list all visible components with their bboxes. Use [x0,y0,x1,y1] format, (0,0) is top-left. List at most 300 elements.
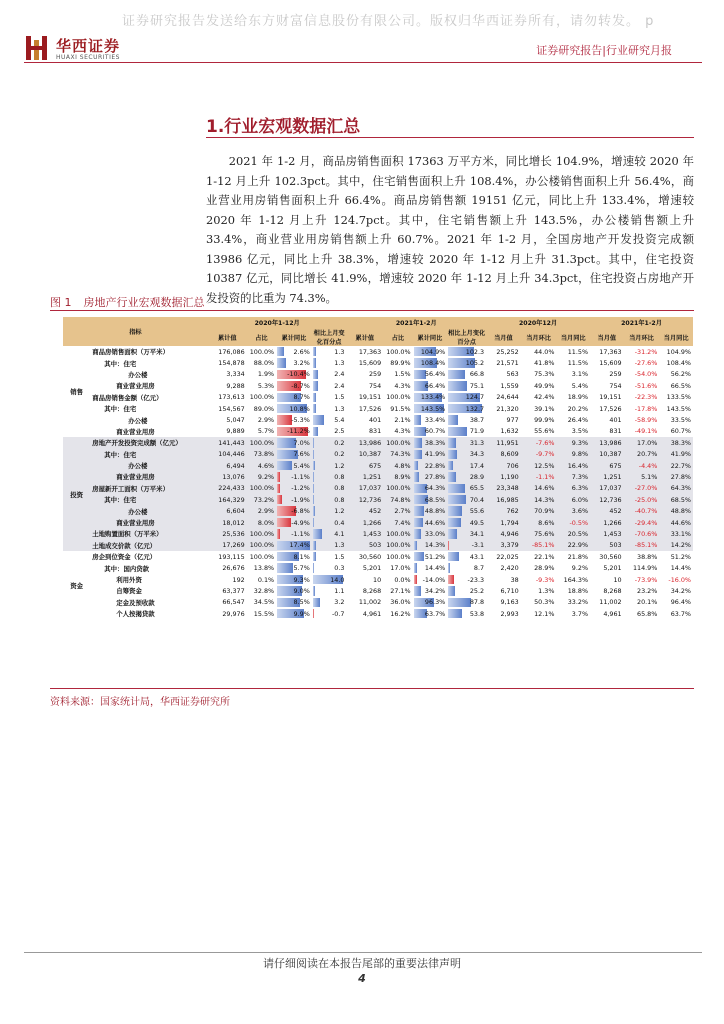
cell-value: 0.4 [334,518,345,527]
cell-value: 1.5% [394,370,411,379]
cell-value: 4.1 [334,529,345,538]
cell-value: 675 [346,460,383,471]
column-header: 当月环比 [624,328,660,346]
cell-value: 74.3% [383,449,412,460]
positive-data-bar [313,461,316,470]
bar-cell [447,494,486,505]
cell-value: 5.4 [334,416,345,425]
positive-data-bar [414,472,420,481]
negative-data-bar [277,518,290,527]
cell-value: 124.7 [465,393,485,402]
cell-value: -27.6% [634,359,658,368]
cell-value: 3.2 [334,598,345,607]
cell-value: 22,025 [496,552,519,561]
column-header: 相比上月变化百分点 [448,330,486,346]
bar-cell [447,562,486,573]
positive-data-bar [414,563,417,572]
cell-value: 11,951 [486,437,521,448]
cell-value: 5,201 [603,564,622,573]
positive-data-bar [448,518,461,527]
negative-data-bar [277,529,280,538]
cell-value: 1,251 [590,471,624,482]
cell-value: 66.5% [670,381,691,390]
cell-value: 0.2 [334,438,345,447]
figure-title [50,294,205,310]
cell-value: 73.8% [247,449,276,460]
bar-cell [276,551,312,562]
bar-cell [276,562,312,573]
cell-value: 100.0% [383,540,412,551]
cell-value: 44.6% [424,518,446,527]
cell-value: -3.1 [471,541,485,550]
column-header: 累计值 [208,328,247,346]
cell-value: 75.3% [534,370,555,379]
cell-value: 21,571 [496,359,519,368]
cell-value: 12,736 [346,494,383,505]
column-header: 当月同比 [556,328,590,346]
positive-data-bar [448,529,457,538]
cell-value: 503 [590,540,624,551]
column-header: 占比 [247,328,276,346]
cell-value: 104.9% [420,347,446,356]
cell-value: 100.0% [247,528,276,539]
bar-cell [312,403,347,414]
cell-value: 164.3% [563,575,589,584]
section-divider [206,137,694,138]
cell-value: 100.0% [386,552,411,561]
positive-data-bar [448,450,457,459]
cell-value: 1,266 [590,517,624,528]
positive-data-bar [448,381,467,390]
indicator-name: 商品房销售金额（亿元） [92,393,163,402]
negative-data-bar [277,484,280,493]
cell-value: 3.5% [571,427,589,436]
cell-value: 42.4% [534,393,555,402]
bar-cell [312,414,347,425]
cell-value: 30,560 [599,552,622,561]
cell-value: 2.4 [334,370,345,379]
cell-value: -54.0% [634,370,658,379]
cell-value: 2,420 [500,564,519,573]
cell-value: 26,676 [222,564,245,573]
cell-value: 60.7% [424,427,446,436]
header-divider [24,62,702,63]
positive-data-bar [414,586,421,595]
page-number: 4 [358,972,366,985]
cell-value: 100.0% [383,483,412,494]
bar-cell [312,369,347,380]
column-header: 累计同比 [276,328,312,346]
cell-value: 51.2% [670,552,691,561]
table-row [63,574,693,585]
positive-data-bar [414,518,423,527]
cell-value: 34.5% [253,598,275,607]
source-divider [50,688,694,689]
bar-cell [276,449,312,460]
cell-value: 0.0% [394,575,411,584]
cell-value: 1.5 [334,552,345,561]
bar-cell [413,437,448,448]
cell-value: 9.3% [293,575,310,584]
bar-cell [413,494,448,505]
cell-value: 9.2% [571,564,589,573]
cell-value: 27.8% [659,471,693,482]
table-row [63,551,693,562]
cell-value: 25,252 [496,347,519,356]
table-row [63,528,693,539]
indicator-name: 办公楼 [128,416,148,425]
cell-value: 104,446 [208,449,247,460]
bar-cell [413,346,448,357]
cell-value: 133.5% [666,393,691,402]
cell-value: 8.9% [383,471,412,482]
cell-value: -6.8% [291,507,310,516]
cell-value: 33.0% [424,529,446,538]
cell-value: 2.7% [383,505,412,516]
cell-value: 6.0% [556,494,590,505]
cell-value: -0.7 [331,609,345,618]
positive-data-bar [313,586,315,595]
cell-value: 14.6% [521,483,557,494]
cell-value: 0.8 [334,495,345,504]
bar-cell [447,437,486,448]
cell-value: 41.9% [659,449,693,460]
cell-value: 4,946 [486,528,521,539]
positive-data-bar [448,438,456,447]
positive-data-bar [414,552,425,561]
cell-value: 11,002 [358,598,382,607]
cell-value: -1.1% [521,471,557,482]
table-row [63,357,693,368]
source-note: 资料来源：国家统计局，华西证券研究所 [50,697,230,708]
cell-value: 63.7% [670,609,691,618]
table-row [63,483,693,494]
cell-value: 31.3 [469,438,485,447]
bar-cell [312,562,347,573]
cell-value: 70.4 [469,495,485,504]
bar-cell [312,392,347,403]
cell-value: 154,567 [218,404,245,413]
cell-value: 75.6% [521,528,557,539]
cell-value: 1,266 [346,517,383,528]
bar-cell [413,562,448,573]
cell-value: 1.3 [334,541,345,550]
bar-cell [447,597,486,608]
bar-cell [413,528,448,539]
table-row [63,346,693,357]
cell-value: 91.5% [390,404,411,413]
bar-cell [312,585,347,596]
cell-value: 17,363 [358,347,382,356]
bar-cell [413,380,448,391]
bar-cell [312,460,347,471]
cell-value: 99.9% [534,416,555,425]
table-row [63,437,693,448]
cell-value: 8.1% [293,552,310,561]
group-header-2021-ytd: 2021年1-2月 [346,317,486,328]
cell-value: 1.3 [334,359,345,368]
cell-value: 12.5% [521,460,557,471]
cell-value: 259 [609,370,622,379]
positive-data-bar [313,598,320,607]
indicator-name: 其中：住宅 [90,449,208,460]
cell-value: 1.2 [334,507,345,516]
cell-value: 25,536 [208,528,247,539]
column-header: 当月值 [486,328,521,346]
cell-value: 3.2% [293,359,310,368]
positive-data-bar [313,518,314,527]
table-row [63,540,693,551]
indicator-name: 个人按揭贷款 [116,610,155,619]
cell-value: 164,329 [208,494,247,505]
cell-value: 38.3% [424,438,446,447]
bar-cell [276,426,312,437]
cell-value: 132.7 [465,404,485,413]
cell-value: -11.2% [287,427,310,436]
cell-value: 4.6% [247,460,276,471]
bar-cell [312,528,347,539]
bar-cell [413,471,448,482]
logo-name-en: HUAXI SECURITIES [56,54,120,61]
cell-value: 10,387 [346,449,383,460]
positive-data-bar [313,563,314,572]
cell-value: 100.0% [386,347,411,356]
cell-value: 66,547 [222,598,245,607]
cell-value: 15,609 [358,359,382,368]
cell-value: -1.9% [291,495,310,504]
positive-data-bar [448,598,470,607]
cell-value: 68.5% [659,494,693,505]
cell-value: 1.2 [334,461,345,470]
bar-cell [312,426,347,437]
table-row [63,494,693,505]
positive-data-bar [313,393,316,402]
cell-value: 50.3% [534,598,555,607]
indicator-name: 商业营业用房 [90,517,208,528]
cell-value: 75.1 [469,381,485,390]
bar-cell [447,357,486,368]
cell-value: 2.4 [334,381,345,390]
cell-value: 17.4 [469,461,485,470]
cell-value: 563 [506,370,519,379]
cell-value: -9.7% [521,449,557,460]
positive-data-bar [313,529,322,538]
cell-value: 706 [486,460,521,471]
cell-value: 754 [368,381,382,390]
bar-cell [276,414,312,425]
cell-value: 19,151 [358,393,382,402]
bar-cell [276,585,312,596]
bar-cell [276,597,312,608]
cell-value: 0.1% [257,575,275,584]
cell-value: 34.3 [469,450,485,459]
cell-value: 100.0% [247,437,276,448]
cell-value: -1.1% [291,472,310,481]
cell-value: 105.2 [465,359,485,368]
bar-cell [447,585,486,596]
bar-cell [447,517,486,528]
positive-data-bar [313,370,318,379]
legal-disclaimer: 请仔细阅读在本报告尾部的重要法律声明 [263,957,461,970]
cell-value: 96.4% [670,598,691,607]
cell-value: 0.3 [334,564,345,573]
cell-value: 1.3 [334,347,345,356]
positive-data-bar [313,381,318,390]
bar-cell [413,357,448,368]
cell-value: 64.3% [659,483,693,494]
cell-value: 401 [368,416,382,425]
cell-value: 60.7% [670,427,691,436]
cell-value: 9.0% [293,586,310,595]
cell-value: 141,443 [208,437,247,448]
bar-cell [447,392,486,403]
cell-value: -58.9% [634,416,658,425]
cell-value: 5,047 [226,416,245,425]
cell-value: 33.5% [670,416,691,425]
bar-cell [447,426,486,437]
cell-value: 17,269 [208,540,247,551]
cell-value: 18.9% [567,393,589,402]
huaxi-logo-icon [24,34,50,62]
cell-value: 74.8% [383,494,412,505]
cell-value: 100.0% [249,393,275,402]
negative-data-bar [277,415,292,424]
indicator-name: 商业营业用房 [90,471,208,482]
cell-value: 8,609 [486,449,521,460]
cell-value: -31.2% [634,347,658,356]
header-indicator: 指标 [63,317,208,346]
positive-data-bar [313,358,316,367]
cell-value: 17,037 [346,483,383,494]
bar-cell [312,597,347,608]
cell-value: 19,151 [599,393,622,402]
indicator-name: 其中：住宅 [104,359,137,368]
bar-cell [312,357,347,368]
cell-value: 14.4% [670,564,691,573]
bar-cell [413,574,448,585]
cell-value: 14.3% [521,494,557,505]
cell-value: -22.3% [634,393,658,402]
cell-value: -70.6% [624,528,660,539]
cell-value: 43.1 [469,552,485,561]
cell-value: 27.1% [390,586,411,595]
cell-value: 63.7% [424,609,446,618]
cell-value: -1.1% [291,529,310,538]
column-header: 相比上月变化百分点 [313,330,345,346]
cell-value: -17.8% [634,404,658,413]
cell-value: 1,251 [346,471,383,482]
cell-value: 100.0% [383,437,412,448]
cell-value: 44.0% [534,347,555,356]
cell-value: 14.0 [330,575,345,584]
bar-cell [276,437,312,448]
positive-data-bar [313,404,316,413]
positive-data-bar [448,552,459,561]
cell-value: 143.5% [420,404,446,413]
positive-data-bar [414,529,421,538]
cell-value: 41.9% [424,450,446,459]
column-header: 累计同比 [413,328,448,346]
negative-data-bar [448,541,449,550]
cell-value: 44.6% [659,517,693,528]
table-row [63,380,693,391]
cell-value: 22.9% [556,540,590,551]
bar-cell [447,551,486,562]
cell-value: 51.2% [424,552,446,561]
bar-cell [447,574,486,585]
cell-value: 173,613 [218,393,245,402]
cell-value: 39.1% [534,404,555,413]
cell-value: 10,387 [590,449,624,460]
table-row [63,414,693,425]
cell-value: 16.4% [556,460,590,471]
cell-value: -29.4% [624,517,660,528]
cell-value: 23,348 [486,483,521,494]
cell-value: 259 [368,370,382,379]
indicator-name: 其中：住宅 [90,494,208,505]
positive-data-bar [313,415,324,424]
cell-value: 12,736 [590,494,624,505]
bar-cell [312,517,347,528]
cell-value: 3.1% [571,370,589,379]
cell-value: 38 [510,575,519,584]
positive-data-bar [448,484,465,493]
bar-cell [447,414,486,425]
cell-value: 1,794 [486,517,521,528]
bar-cell [312,471,347,482]
cell-value: -0.5% [556,517,590,528]
bar-cell [447,608,486,619]
cell-value: 2.6% [293,347,310,356]
cell-value: 17.4% [289,541,310,550]
bar-cell [276,483,312,494]
positive-data-bar [448,461,452,470]
cell-value: -85.1% [521,540,557,551]
cell-value: -27.0% [624,483,660,494]
bar-cell [276,369,312,380]
cell-value: 100.0% [247,483,276,494]
cell-value: 8,268 [603,586,622,595]
figure-divider [50,310,694,311]
column-header: 当月同比 [659,328,693,346]
bar-cell [312,574,347,585]
watermark: 证券研究报告发送给东方财富信息股份有限公司。版权归华西证券所有，请勿转发。 p [122,14,655,29]
cell-value: 1,559 [500,381,519,390]
cell-value: 1,190 [486,471,521,482]
indicator-name: 土地成交价款（亿元） [90,540,208,551]
cell-value: 17.0% [390,564,411,573]
negative-data-bar [448,575,454,584]
cell-value: 49.5 [469,518,485,527]
cell-value: 9.9% [293,609,310,618]
bar-cell [312,449,347,460]
indicator-name: 房企到位资金（亿元） [92,553,157,562]
cell-value: 24,644 [496,393,519,402]
macro-data-table [63,317,693,619]
cell-value: 5.3% [257,381,275,390]
cell-value: 0.8 [334,484,345,493]
cell-value: 108.4% [420,359,446,368]
cell-value: 10.8% [289,404,310,413]
cell-value: 89.9% [390,359,411,368]
positive-data-bar [277,347,284,356]
cell-value: 4,961 [362,609,382,618]
bar-cell [312,540,347,551]
bar-cell [447,380,486,391]
cell-value: 2.9% [247,505,276,516]
indicator-name: 办公楼 [90,460,208,471]
bar-cell [447,540,486,551]
